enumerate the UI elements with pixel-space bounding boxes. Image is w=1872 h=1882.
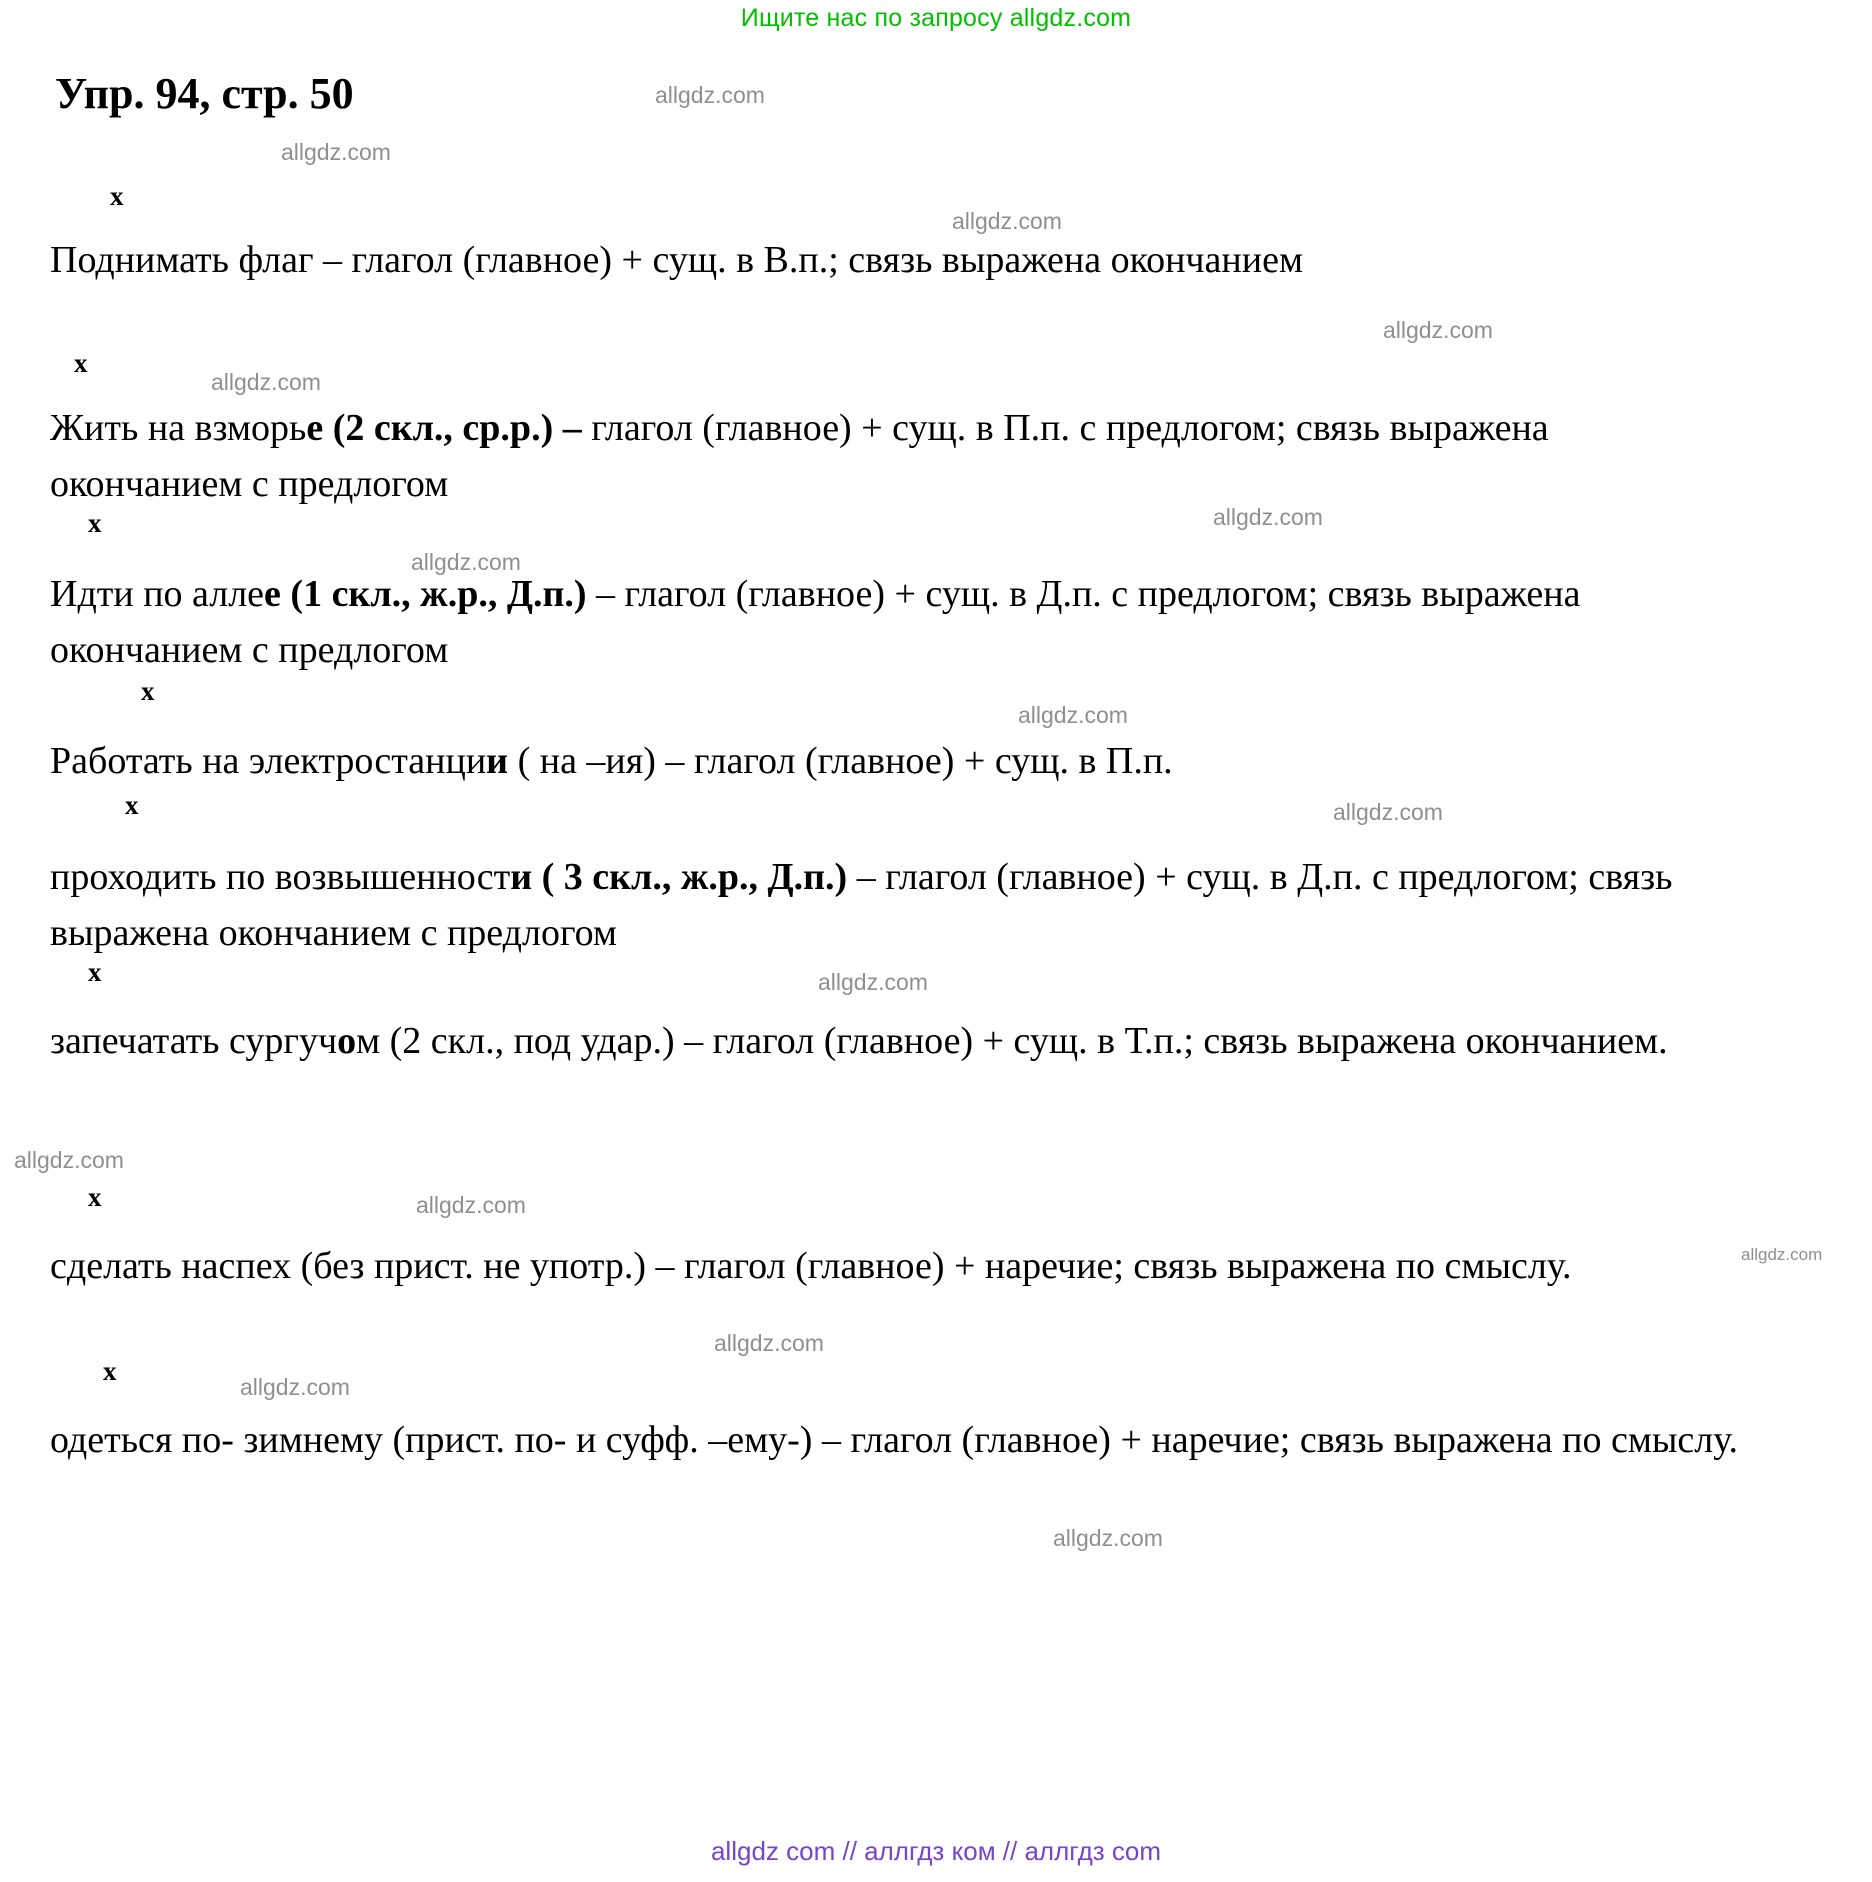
text-run: м (2 скл., под удар.) – глагол (главное) + сущ. в Т.п.; связь выражена окончанием. bbox=[356, 1020, 1668, 1062]
watermark-text: allgdz.com bbox=[655, 82, 765, 108]
answer-paragraph bbox=[50, 733, 1810, 789]
emphasis-run: о bbox=[337, 1020, 357, 1062]
x-mark: х bbox=[103, 1356, 117, 1386]
answer-paragraph bbox=[50, 400, 1750, 512]
text-run: глагол (главное) + сущ. в П.п. с предлогом; связь выражена окончанием с предлогом bbox=[50, 407, 1549, 505]
x-mark: х bbox=[74, 348, 88, 378]
x-mark: х bbox=[141, 676, 155, 706]
text-run: Работать на электростанци bbox=[50, 740, 487, 782]
emphasis-run: е (1 скл., ж.р., Д.п.) bbox=[264, 573, 587, 615]
watermark-text: allgdz.com bbox=[1383, 317, 1493, 343]
watermark-text: allgdz.com bbox=[281, 139, 391, 165]
watermark-text: allgdz.com bbox=[1018, 702, 1128, 728]
watermark-text: allgdz.com bbox=[211, 369, 321, 395]
answer-paragraph bbox=[50, 232, 1750, 288]
text-run: ( на –ия) – глагол (главное) + сущ. в П.п. bbox=[508, 740, 1173, 782]
top-promo-banner: Ищите нас по запросу allgdz.com bbox=[740, 4, 1132, 32]
text-run: Жить на взморь bbox=[50, 407, 307, 449]
answer-paragraph bbox=[50, 849, 1790, 961]
text-run: – глагол (главное) + сущ. в Д.п. с предлогом; связь выражена окончанием с предлогом bbox=[50, 856, 1673, 954]
answer-paragraph bbox=[50, 1412, 1790, 1468]
watermark-text: allgdz.com bbox=[1053, 1525, 1163, 1551]
watermark-text: allgdz.com bbox=[416, 1192, 526, 1218]
x-mark: х bbox=[88, 1182, 102, 1212]
emphasis-run: и ( 3 скл., ж.р., Д.п.) bbox=[510, 856, 848, 898]
x-mark: х bbox=[110, 181, 124, 211]
text-run: одеться по- зимнему (прист. по- и суфф. –ему-) – глагол (главное) + наречие; связь выражена по смыслу. bbox=[50, 1419, 1738, 1461]
watermark-text: allgdz.com bbox=[818, 969, 928, 995]
bottom-promo-banner: allgdz com // аллгдз ком // аллгдз com bbox=[710, 1836, 1162, 1866]
x-mark: х bbox=[88, 508, 102, 538]
answer-paragraph bbox=[50, 1013, 1830, 1069]
text-run: проходить по возвышенност bbox=[50, 856, 511, 898]
watermark-text: allgdz.com bbox=[714, 1330, 824, 1356]
text-run: запечатать сургуч bbox=[50, 1020, 338, 1062]
text-run: сделать наспех (без прист. не употр.) – глагол (главное) + наречие; связь выражена по смыслу. bbox=[50, 1245, 1572, 1287]
page-title: Упр. 94, стр. 50 bbox=[55, 69, 354, 118]
watermark-text: allgdz.com bbox=[1213, 504, 1323, 530]
watermark-text: allgdz.com bbox=[1333, 799, 1443, 825]
x-mark: х bbox=[125, 790, 139, 820]
watermark-text: allgdz.com bbox=[14, 1147, 124, 1173]
text-run: – глагол (главное) + сущ. в Д.п. с предлогом; связь выражена окончанием с предлогом bbox=[50, 573, 1581, 671]
watermark-text: allgdz.com bbox=[411, 549, 521, 575]
answer-paragraph bbox=[50, 566, 1750, 678]
watermark-text: allgdz.com bbox=[1741, 1245, 1823, 1264]
x-mark: х bbox=[88, 957, 102, 987]
emphasis-run: и bbox=[486, 740, 509, 782]
answer-paragraph bbox=[50, 1238, 1740, 1294]
text-run: Поднимать флаг – глагол (главное) + сущ. в В.п.; связь выражена окончанием bbox=[50, 239, 1303, 281]
watermark-text: allgdz.com bbox=[952, 208, 1062, 234]
emphasis-run: е (2 скл., ср.р.) – bbox=[306, 407, 582, 449]
watermark-text: allgdz.com bbox=[240, 1374, 350, 1400]
text-run: Идти по алле bbox=[50, 573, 265, 615]
